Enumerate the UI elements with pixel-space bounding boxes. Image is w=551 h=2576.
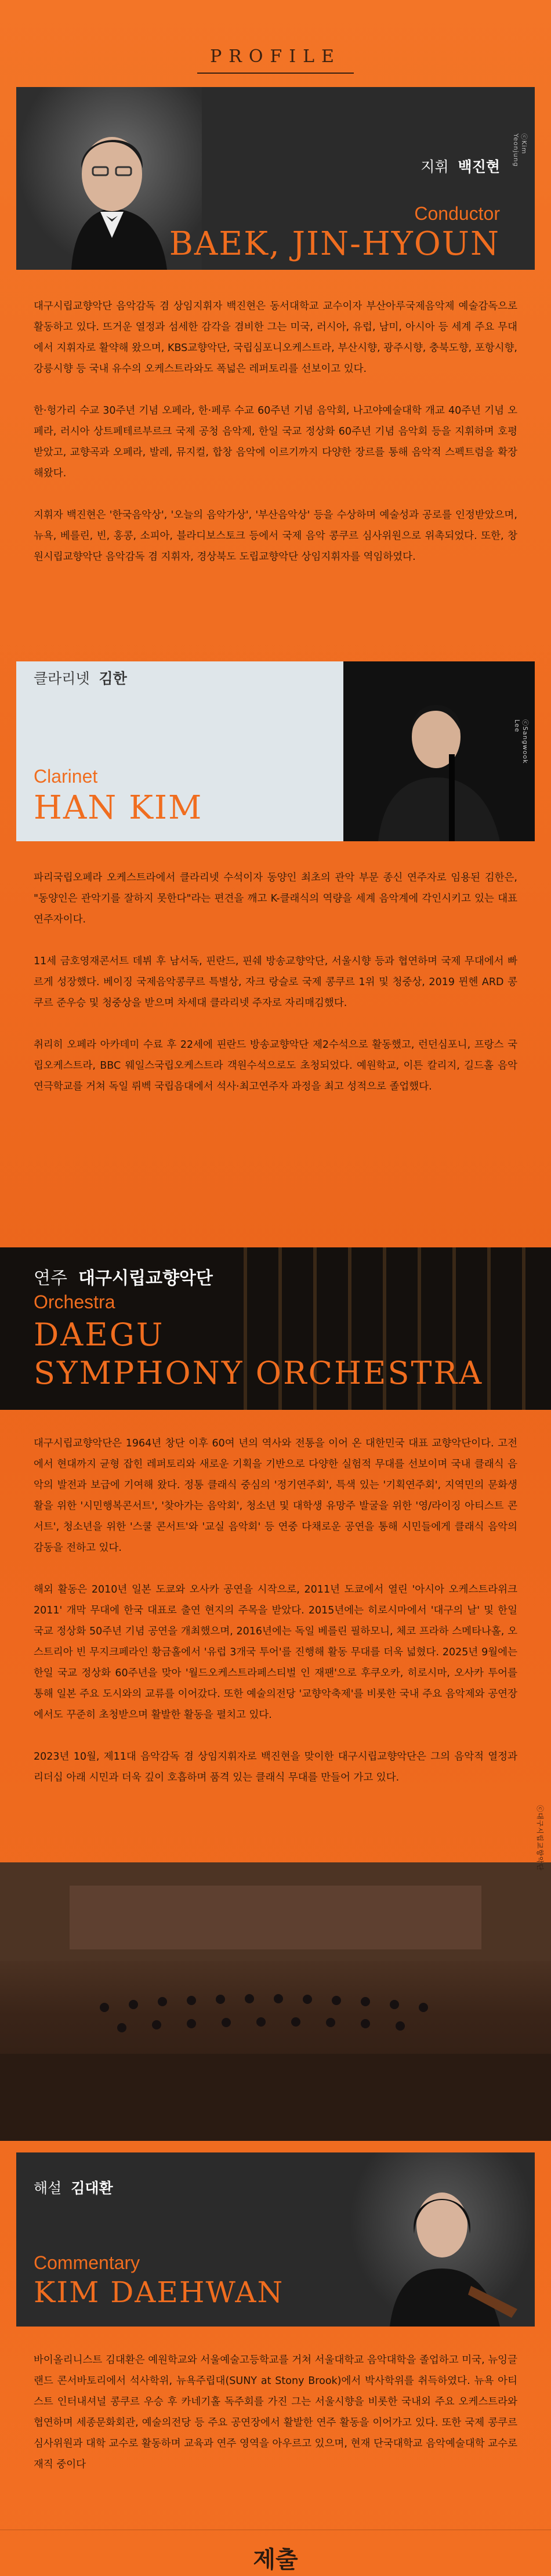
commentary-name-en: KIM DAEHWAN: [34, 2275, 284, 2309]
orchestra-role-en: Orchestra: [34, 1291, 115, 1312]
orchestra-role-ko: [34, 1264, 213, 1289]
conductor-role-en: Conductor: [414, 203, 500, 224]
commentary-bio: [34, 2350, 517, 2496]
conductor-name-ko: 백진현: [458, 158, 500, 175]
clarinet-bio-paragraph: 파리국립오페라 오케스트라에서 클라리넷 수석이자 동양인 최초의 관악 부문 종신 연주자로 임용된 김한은, "동양인은 관악기를 잘하지 못한다"라는 편견을 깨고 K-클래식의 역량을 세계 음악계에 각인시키고 있는 대표 연주자이다.: [34, 872, 517, 925]
conductor-name-en: BAEK, JIN-HYOUN: [169, 225, 500, 263]
hall-pillar: [487, 1247, 491, 1410]
clarinet-name-en: HAN KIM: [34, 789, 203, 827]
orchestra-photo: [0, 1862, 551, 2141]
clarinet-name-ko: 김한: [99, 670, 127, 687]
hall-pillar: [522, 1247, 525, 1410]
conductor-header-panel: [16, 87, 535, 270]
clarinet-bio: [34, 867, 517, 1118]
clarinet-photo: [343, 661, 535, 841]
conductor-photo-credit: ⓒKim Yeonjung: [512, 133, 528, 167]
clarinetist-portrait-illustration: [343, 661, 535, 841]
clarinet-photo-credit: ⓒSangwook Lee: [513, 719, 529, 764]
orchestra-name-en-line1: DAEGU: [34, 1316, 165, 1353]
commentator-portrait-illustration: [349, 2152, 535, 2327]
clarinet-header-panel: [16, 661, 535, 841]
commentary-photo: [349, 2152, 535, 2327]
commentary-role-ko: [34, 2177, 113, 2198]
orchestra-role-label: 연주: [34, 1268, 67, 1289]
conductor-bio-paragraph: 한·헝가리 수교 30주년 기념 오페라, 한·페루 수교 60주년 기념 음악회, 나고야예술대학 개교 40주년 기념 오페라, 러시아 상트페테르부르크 국제 공청 음악제, 한일 국교 정상화 60주년 기념 음악회 등을 지휘하며 호평받았고, 교향곡과 오페라, 발레, 뮤지컬, 합창 음악에 이르기까지 다양한 장르를 통해 음악적 스펙트럼을 확장해왔다.: [34, 405, 517, 479]
profile-header: [0, 0, 551, 87]
orchestra-bio-paragraph: 대구시립교향악단은 1964년 창단 이후 60여 년의 역사와 전통을 이어 온 대한민국 대표 교향악단이다. 고전에서 현대까지 균형 잡힌 레퍼토리와 새로운 기획을 기반으로 다양한 실험적 무대를 선보이며 국내 클래식 음악의 발전과 보급에 기여해 왔다. 정통 클래식 중심의 '정기연주회', 특색 있는 '기획연주회', 지역민의 문화생활을 위한 '시민행복콘서트', '찾아가는 음악회', 청소년 및 대학생 유망주 발굴을 위한 '영/라이징 아티스트 콘서트', 청소년을 위한 '스쿨 콘서트'와 '교실 음악회' 등 연중 다채로운 공연을 통해 시민들에게 클래식 음악의 감동을 전하고 있다.: [34, 1438, 517, 1554]
clarinet-bio-paragraph: 취리히 오페라 아카데미 수료 후 22세에 핀란드 방송교향악단 제2수석으로 활동했고, 런던심포니, 프랑스 국립오케스트라, BBC 웨일스국립오케스트라 객원수석으로도 초청되었다. 예원학교, 이튼 칼리지, 길드홀 음악연극학교를 거쳐 독일 뤼벡 국립음대에서 석사·최고연주자 과정을 최고 성적으로 졸업했다.: [34, 1039, 517, 1092]
commentary-role-label: 해설: [34, 2180, 62, 2197]
clarinet-role-label: 클라리넷: [34, 670, 90, 687]
orchestra-bio-paragraph: 2023년 10월, 제11대 음악감독 겸 상임지휘자로 백진현을 맞이한 대구시립교향악단은 그의 음악적 열정과 리더십 아래 시민과 더욱 깊이 호흡하며 품격 있는 클래식 무대를 만들어 가고 있다.: [34, 1751, 517, 1783]
orchestra-bio: [34, 1433, 517, 1809]
conductor-bio-paragraph: 대구시립교향악단 음악감독 겸 상임지휘자 백진현은 동서대학교 교수이자 부산아루국제음악제 예술감독으로 활동하고 있다. 뜨거운 열정과 섬세한 감각을 겸비한 그는 미국, 러시아, 유럽, 남미, 아시아 등 세계 주요 무대에서 지휘자로 활약해 왔으며, KBS교향악단, 국립심포니오케스트라, 부산시향, 광주시향, 충북도향, 포항시향, 강릉시향 등 국내 유수의 오케스트라와도 폭넓은 레퍼토리를 선보이고 있다.: [34, 301, 517, 375]
orchestra-name-en-line2: SYMPHONY ORCHESTRA: [34, 1355, 484, 1391]
conductor-role-label: 지휘: [420, 158, 449, 175]
commentary-name-ko: 김대환: [71, 2180, 113, 2197]
conductor-bio-paragraph: 지휘자 백진현은 '한국음악상', '오늘의 음악가상', '부산음악상' 등을 수상하며 예술성과 공로를 인정받았으며, 뉴욕, 베를린, 빈, 홍콩, 소피아, 블라디보스토크 등에서 국제 음악 콩쿠르 심사위원으로 위촉되었다. 또한, 창원시립교향악단 음악감독 겸 지휘자, 경상북도 도립교향악단 상임지휘자를 역임하였다.: [34, 509, 517, 563]
title-underline: [197, 73, 354, 74]
conductor-role-ko: [420, 155, 500, 176]
orchestra-name-en: [34, 1316, 483, 1392]
commentary-role-en: Commentary: [34, 2252, 140, 2273]
commentary-header-panel: [16, 2152, 535, 2327]
footer-logo: 제출: [253, 2546, 298, 2573]
clarinet-bio-paragraph: 11세 금호영재콘서트 데뷔 후 남서독, 핀란드, 핀쉐 방송교향악단, 서울시향 등과 협연하며 국제 무대에서 빠르게 성장했다. 베이징 국제음악콩쿠르 특별상, 자크 랑슬로 국제 콩쿠르 1위 및 청중상, 2019 뮌헨 ARD 콩쿠르 준우승 및 청중상을 받으며 차세대 클라리넷 주자로 자리매김했다.: [34, 956, 517, 1009]
orchestra-bio-paragraph: 해외 활동은 2010년 일본 도쿄와 오사카 공연을 시작으로, 2011년 도쿄에서 열린 '아시아 오케스트라위크 2011' 개막 무대에 한국 대표로 출연 현지의 주목을 받았다. 2015년에는 히로시마에서 '대구의 날' 및 한일 국교 정상화 50주년 기념 공연을 개최했으며, 2016년에는 독일 베를린 필하모니, 체코 프라하 스메타나홀, 오스트리아 빈 무지크페라인 황금홀에서 '유럽 3개국 투어'를 진행해 활동 무대를 더욱 넓혔다. 2025년 9월에는 한일 국교 정상화 60주년을 맞아 '월드오케스트라페스티벌 인 재팬'으로 후쿠오카, 히로시마, 오사카 투어를 통해 일본 주요 도시와의 교류를 이어갔다. 또한 예술의전당 '교향악축제'를 비롯한 국내 주요 음악제와 공연장에서도 꾸준히 초청받으며 활발한 활동을 펼치고 있다.: [34, 1584, 517, 1721]
clarinet-role-ko: [34, 667, 127, 688]
orchestra-name-ko: 대구시립교향악단: [78, 1268, 213, 1289]
page-title: PROFILE: [210, 46, 341, 67]
conductor-bio: [34, 296, 517, 588]
orchestra-photo-credit: ⓒ대구시립교향악단: [536, 1805, 544, 1871]
orchestra-stage-illustration: [0, 1862, 551, 2141]
clarinet-role-en: Clarinet: [34, 766, 98, 787]
commentary-bio-paragraph: 바이올리니스트 김대환은 예원학교와 서울예술고등학교를 거쳐 서울대학교 음악대학을 졸업하고 미국, 뉴잉글랜드 콘서바토리에서 석사학위, 뉴욕주립대(SUNY at Stony Brook)에서 박사학위를 취득하였다. 뉴욕 아티스트 인터내셔널 콩쿠르 우승 후 카네기홀 독주회를 가진 그는 서울시향을 비롯한 국내외 주요 오케스트라와 협연하며 세종문화회관, 예술의전당 등 주요 공연장에서 활발한 연주 활동을 이어가고 있다. 또한 국제 콩쿠르 심사위원과 대학 교수로 활동하며 교육과 연주 영역을 아우르고 있으며, 현재 단국대학교 음악예술대학 교수로 재직 중이다: [34, 2354, 517, 2470]
